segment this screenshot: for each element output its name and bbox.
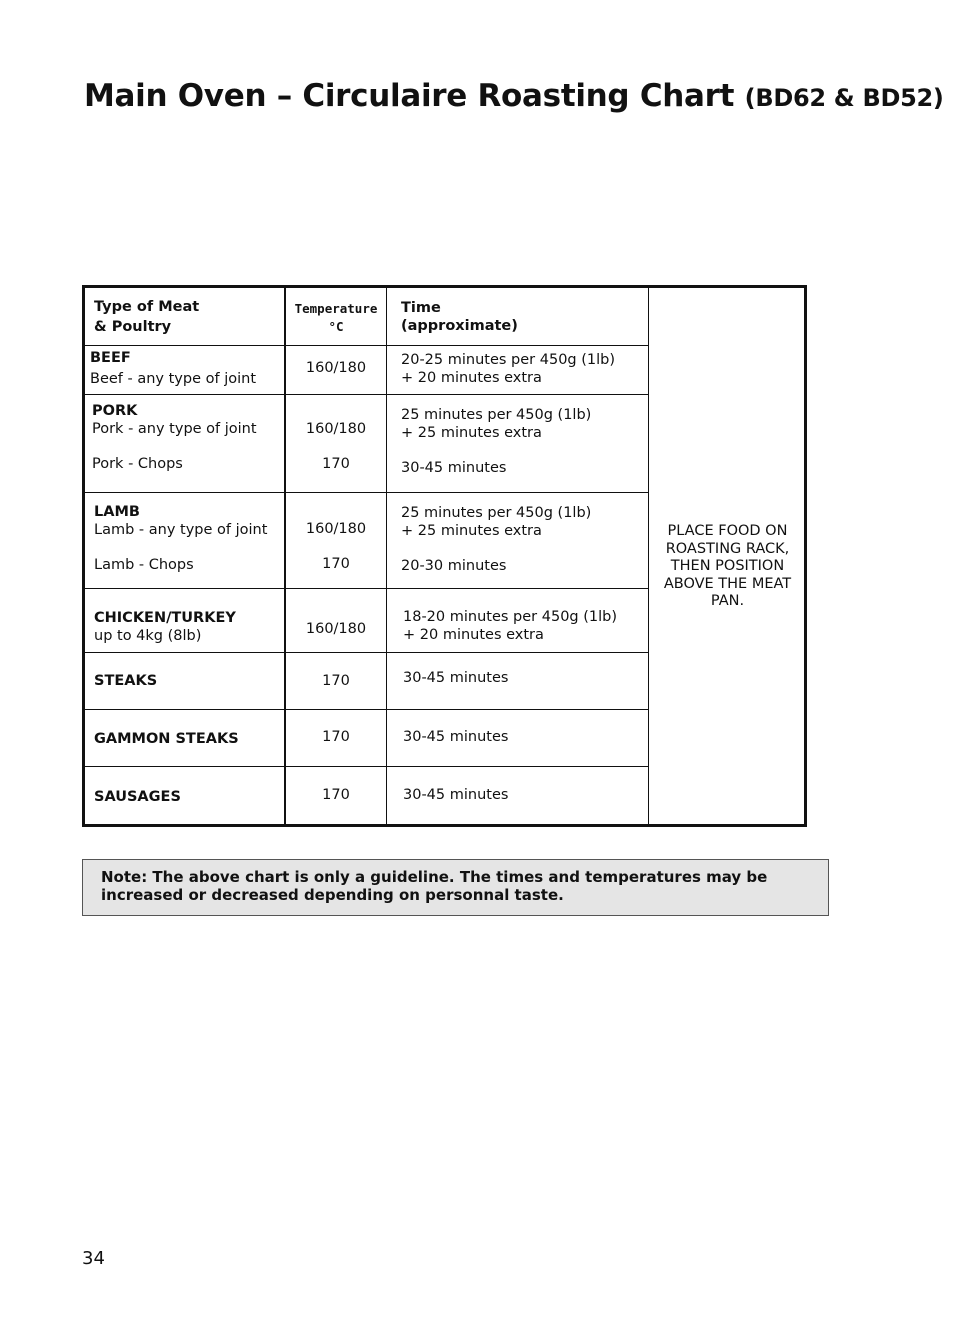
meat-description: up to 4kg (8lb) xyxy=(94,628,202,644)
roasting-chart-table xyxy=(82,285,807,827)
row-lamb-meat xyxy=(94,503,286,574)
row-chicken-time xyxy=(403,608,617,644)
header-temp-line2: °C xyxy=(328,319,344,334)
meat-description: Pork - any type of joint xyxy=(92,421,257,437)
time-line: 30-45 minutes xyxy=(401,460,507,476)
header-temp-line1: Temperature xyxy=(294,301,378,316)
row-steaks-time: 30-45 minutes xyxy=(403,670,509,686)
row-divider xyxy=(85,588,649,589)
row-divider xyxy=(85,492,649,493)
header-meat-line1: Type of Meat xyxy=(94,299,200,315)
time-line: 25 minutes per 450g (1lb) xyxy=(401,505,592,521)
time-line: + 25 minutes extra xyxy=(401,523,542,539)
row-divider xyxy=(85,345,649,346)
time-line: + 25 minutes extra xyxy=(401,425,542,441)
temp-value: 170 xyxy=(322,556,350,572)
temp-value: 160/180 xyxy=(305,421,367,437)
temp-value: 170 xyxy=(322,456,350,472)
time-line: + 20 minutes extra xyxy=(403,627,544,643)
row-gammon-meat: GAMMON STEAKS xyxy=(94,731,239,747)
time-line: 25 minutes per 450g (1lb) xyxy=(401,407,592,423)
meat-name: BEEF xyxy=(90,350,131,366)
rack-position-note: PLACE FOOD ON ROASTING RACK, THEN POSITION ABOVE THE MEAT PAN. xyxy=(663,523,792,609)
time-line: 20-25 minutes per 450g (1lb) xyxy=(401,352,616,368)
row-divider xyxy=(85,652,649,653)
page-number: 34 xyxy=(82,1248,105,1269)
column-divider xyxy=(648,288,649,824)
row-chicken-temp: 160/180 xyxy=(305,621,367,637)
column-divider xyxy=(386,288,387,824)
meat-name: LAMB xyxy=(94,504,140,520)
title-model: (BD62 & BD52) xyxy=(744,84,944,112)
row-pork-temp xyxy=(286,420,386,473)
row-pork-time xyxy=(401,406,591,477)
row-beef-time xyxy=(401,351,615,387)
row-pork-meat xyxy=(92,402,284,473)
time-line: + 20 minutes extra xyxy=(401,370,542,386)
header-temperature xyxy=(286,300,386,336)
row-lamb-time xyxy=(401,504,591,575)
meat-name: CHICKEN/TURKEY xyxy=(94,610,236,626)
header-meat-line2: & Poultry xyxy=(94,319,172,335)
time-line: 18-20 minutes per 450g (1lb) xyxy=(403,609,618,625)
title-main: Main Oven – Circulaire Roasting Chart xyxy=(84,78,735,114)
meat-name: PORK xyxy=(92,403,138,419)
row-divider xyxy=(85,709,649,710)
row-gammon-temp: 170 xyxy=(322,729,350,745)
row-lamb-temp xyxy=(286,520,386,573)
header-time-line1: Time xyxy=(401,300,441,316)
header-meat xyxy=(94,297,199,337)
row-gammon-time: 30-45 minutes xyxy=(403,729,509,745)
temp-value: 160/180 xyxy=(305,521,367,537)
page-title xyxy=(84,78,944,114)
time-line: 20-30 minutes xyxy=(401,558,507,574)
row-chicken-meat xyxy=(94,609,286,645)
row-sausages-temp: 170 xyxy=(322,787,350,803)
meat-description: Lamb - any type of joint xyxy=(94,522,268,538)
row-beef-meat xyxy=(90,349,282,388)
meat-description: Lamb - Chops xyxy=(94,557,194,573)
row-steaks-meat: STEAKS xyxy=(94,673,158,689)
row-divider xyxy=(85,394,649,395)
header-time-line2: (approximate) xyxy=(401,318,518,334)
row-sausages-time: 30-45 minutes xyxy=(403,787,509,803)
row-beef-temp: 160/180 xyxy=(305,360,367,376)
row-divider xyxy=(85,766,649,767)
guideline-note: Note: The above chart is only a guideline. The times and temperatures may be increased or decreased depending on personnal taste. xyxy=(82,859,829,916)
header-time xyxy=(401,299,518,335)
row-sausages-meat: SAUSAGES xyxy=(94,789,181,805)
meat-description: Pork - Chops xyxy=(92,456,183,472)
meat-description: Beef - any type of joint xyxy=(90,371,256,387)
row-steaks-temp: 170 xyxy=(322,673,350,689)
